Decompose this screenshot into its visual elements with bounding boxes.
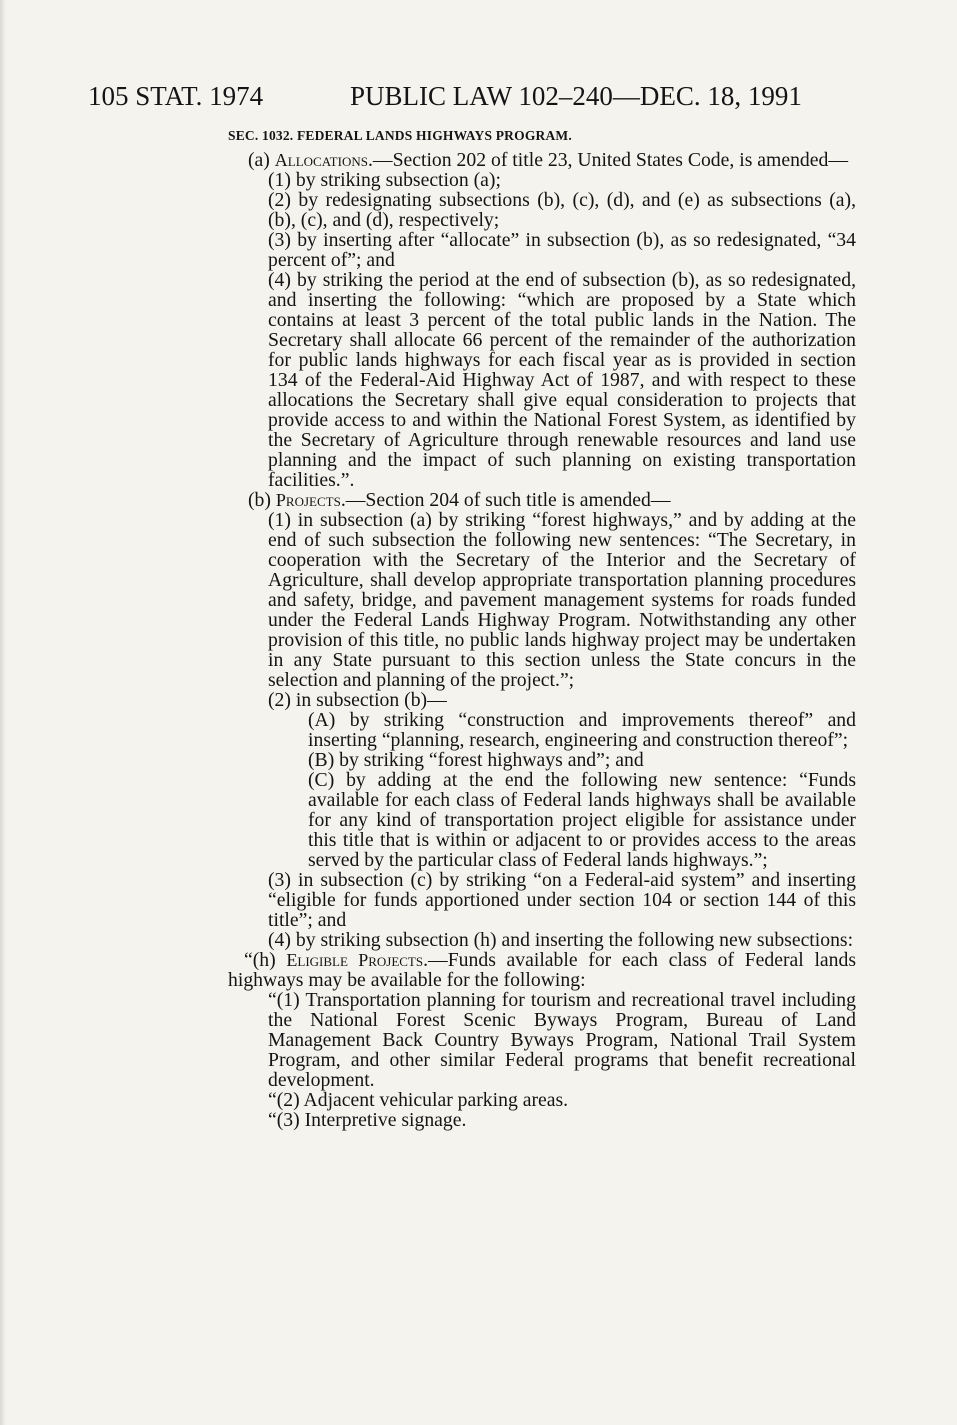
document-body (228, 126, 856, 1130)
subsection-b-item-1: (1) in subsection (a) by striking “forest highways,” and by adding at the end of such subsection the following new sentences: “The Secretary, in cooperation with the Secretary of the Interior and the Secretary of Agriculture, shall develop appropriate transportation planning procedures and safety, bridge, and pavement management systems for roads funded under the Federal Lands Highway Program. Notwithstanding any other provision of this title, no public lands highway project may be undertaken in any State pursuant to this section unless the State concurs in the selection and planning of the project.”; (268, 509, 856, 691)
subsection-a-item-1: (1) by striking subsection (a); (268, 169, 501, 191)
subsection-b-item-2-A: (A) by striking “construction and improvements thereof” and inserting “planning, research, engineering and construction thereof”; (308, 709, 856, 751)
subsection-a-item-3: (3) by inserting after “allocate” in subsection (b), as so redesignated, “34 percent of”; and (268, 229, 856, 271)
subsection-b-item-4: (4) by striking subsection (h) and inserting the following new subsections: (268, 929, 854, 951)
subsection-a-item-4: (4) by striking the period at the end of subsection (b), as so redesignated, and inserting the following: “which are proposed by a State which contains at least 3 percent of the total public lands in the Nation. The Secretary shall allocate 66 percent of the remainder of the authorization for public lands highways for each fiscal year as is provided in section 134 of the Federal-Aid Highway Act of 1987, and with respect to these allocations the Secretary shall give equal consideration to projects that provide access to and within the National Forest System, as identified by the Secretary of Agriculture through renewable resources and land use planning and the impact of such planning on existing transportation facilities.”. (268, 269, 856, 491)
subsection-a-heading: Allocations (274, 150, 368, 170)
subsection-h-item-2: “(2) Adjacent vehicular parking areas. (268, 1089, 569, 1111)
law-title: PUBLIC LAW 102–240—DEC. 18, 1991 (350, 81, 802, 111)
subsection-b-item-2-B: (B) by striking “forest highways and”; and (308, 749, 644, 771)
page-edge-shadow (0, 0, 6, 1425)
subsection-h-heading: Eligible Projects (286, 950, 424, 970)
page-header (88, 76, 802, 116)
subsection-h-item-1: “(1) Transportation planning for tourism and recreational travel including the National Forest Scenic Byways Program, Bureau of Land Management Back Country Byways Program, National Trail System Program, and other similar Federal programs that benefit recreational development. (268, 989, 856, 1091)
subsection-h-item-3: “(3) Interpretive signage. (268, 1109, 467, 1131)
subsection-b-heading: Projects (275, 490, 341, 510)
subsection-h (228, 950, 856, 990)
subsection-a-text: .—Section 202 of title 23, United States Code, is amended— (367, 149, 849, 171)
section-heading: SEC. 1032. FEDERAL LANDS HIGHWAYS PROGRAM. (228, 128, 572, 143)
page-number: 105 STAT. 1974 (88, 81, 264, 111)
subsection-b-item-2-C: (C) by adding at the end the following new sentence: “Funds available for each class of Federal lands highways shall be available for any kind of transportation project eligible for assistance under this title that is within or adjacent to or provides access to the areas served by the particular class of Federal lands highways.”; (308, 769, 856, 871)
subsection-b-item-2: (2) in subsection (b)— (268, 689, 447, 711)
subsection-a-item-2: (2) by redesignating subsections (b), (c), (d), and (e) as subsections (a), (b), (c), and (d), respectively; (268, 189, 856, 231)
subsection-a-prefix: (a) (248, 149, 275, 171)
subsection-b (228, 490, 856, 510)
subsection-a (228, 150, 856, 170)
subsection-b-item-3: (3) in subsection (c) by striking “on a Federal-aid system” and inserting “eligible for funds apportioned under section 104 or section 144 of this title”; and (268, 869, 856, 931)
subsection-h-prefix: “(h) (244, 949, 287, 971)
subsection-h-text: .—Funds available for each class of Federal lands highways may be available for the following: (228, 949, 856, 991)
subsection-b-text: .—Section 204 of such title is amended— (340, 489, 671, 511)
subsection-b-prefix: (b) (248, 489, 276, 511)
